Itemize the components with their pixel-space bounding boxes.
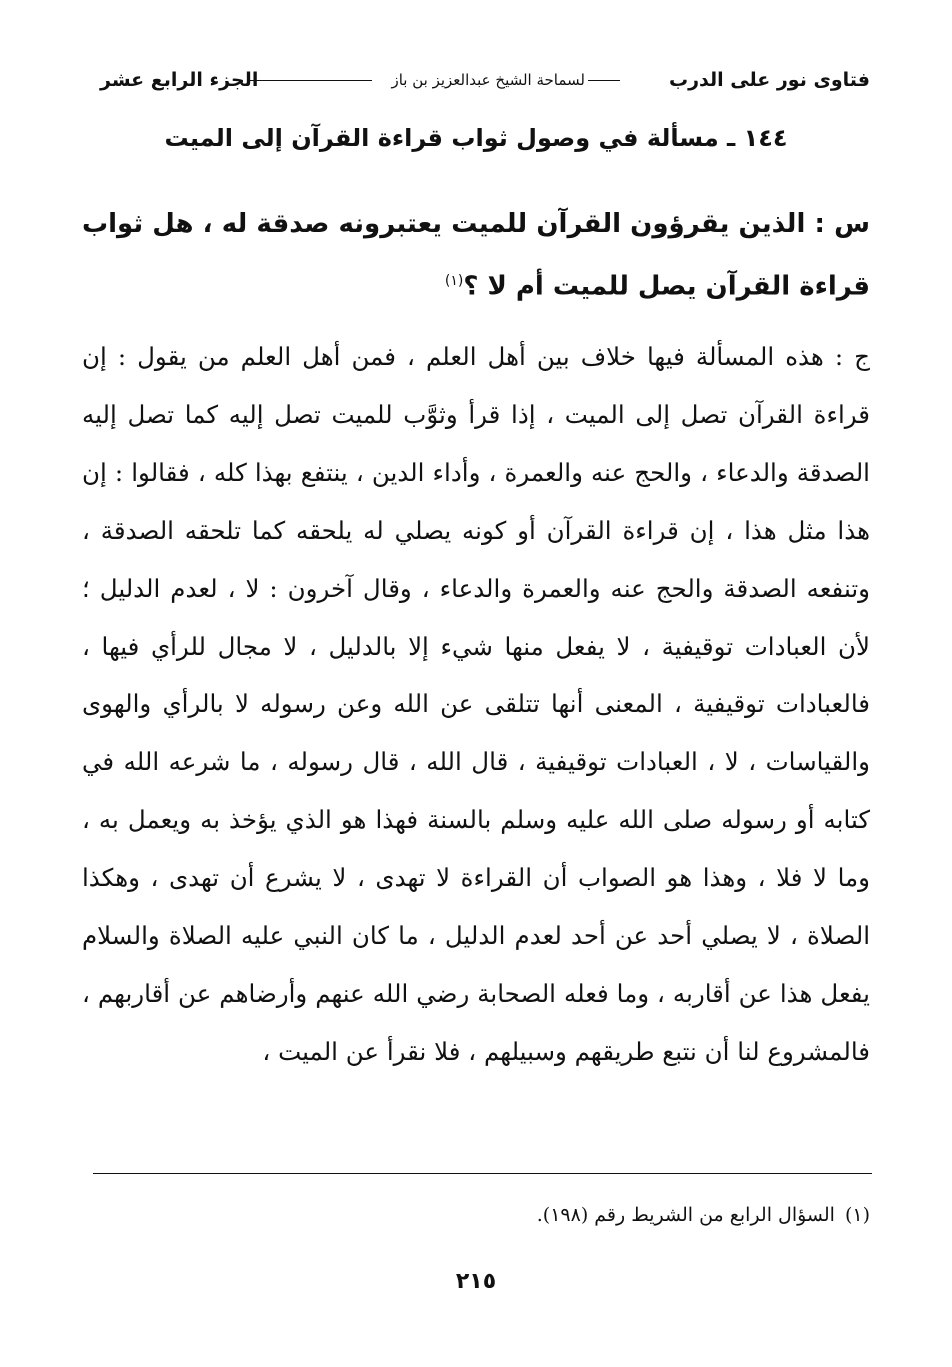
author-credit: لسماحة الشيخ عبدالعزيز بن باز [391,71,585,89]
question-text: الذين يقرؤون القرآن للميت يعتبرونه صدقة له ، هل ثواب قراءة القرآن يصل للميت أم لا ؟ [82,209,870,302]
page-number: ٢١٥ [455,1269,497,1294]
volume-label: الجزء الرابع عشر [100,69,259,91]
header-rule [588,80,620,81]
answer-text: هذه المسألة فيها خلاف بين أهل العلم ، فمن أهل العلم من يقول : إن قراءة القرآن تصل إلى الميت ، إذا قرأ وثوَّب للميت تصل إليه كما تصل إليه الصدقة والدعاء ، والحج عنه والعمرة ، وأداء الدين ، ينتفع بهذا كله ، فقالوا : إن هذا مثل هذا ، إن قراءة القرآن أو كونه يصلي له يلحقه كما تلحقه الصدقة ، وتنفعه الصدقة والحج عنه والعمرة والدعاء ، وقال آخرون : لا ، لعدم الدليل ؛ لأن العبادات توقيفية ، لا يفعل منها شيء إلا بالدليل ، لا مجال للرأي فيها ، فالعبادات توقيفية ، المعنى أنها تتلقى عن الله وعن رسوله لا بالرأي والهوى والقياسات ، لا ، العبادات توقيفية ، قال الله ، قال رسوله ، ما شرعه الله في كتابه أو رسوله صلى الله عليه وسلم بالسنة فهذا هو الذي يؤخذ به ويعمل به ، وما لا فلا ، وهذا هو الصواب أن القراءة لا تهدى ، لا يشرع أن تهدى ، وهكذا الصلاة ، لا يصلي أحد عن أحد لعدم الدليل ، ما كان النبي عليه الصلاة والسلام يفعل هذا عن أقاربه ، وما فعله الصحابة رضي الله عنهم وأرضاهم عن أقاربهم ، فالمشروع لنا أن نتبع طريقهم وسبيلهم ، فلا نقرأ عن الميت ، [82,342,870,1066]
footnote-reference: (١) [444,273,464,289]
header-rule [250,80,372,81]
question-paragraph [82,196,870,316]
book-title: فتاوى نور على الدرب [669,69,870,91]
question-label: س : [814,209,870,239]
running-header [100,62,870,98]
footnote-text: السؤال الرابع من الشريط رقم (١٩٨). [536,1204,835,1226]
footnote-separator [93,1173,872,1174]
answer-label: ج : [834,342,870,371]
answer-paragraph [82,328,870,1081]
footnote [537,1200,870,1230]
footnote-mark: (١) [844,1204,870,1226]
section-title: ١٤٤ ـ مسألة في وصول ثواب قراءة القرآن إلى الميت [164,124,788,152]
